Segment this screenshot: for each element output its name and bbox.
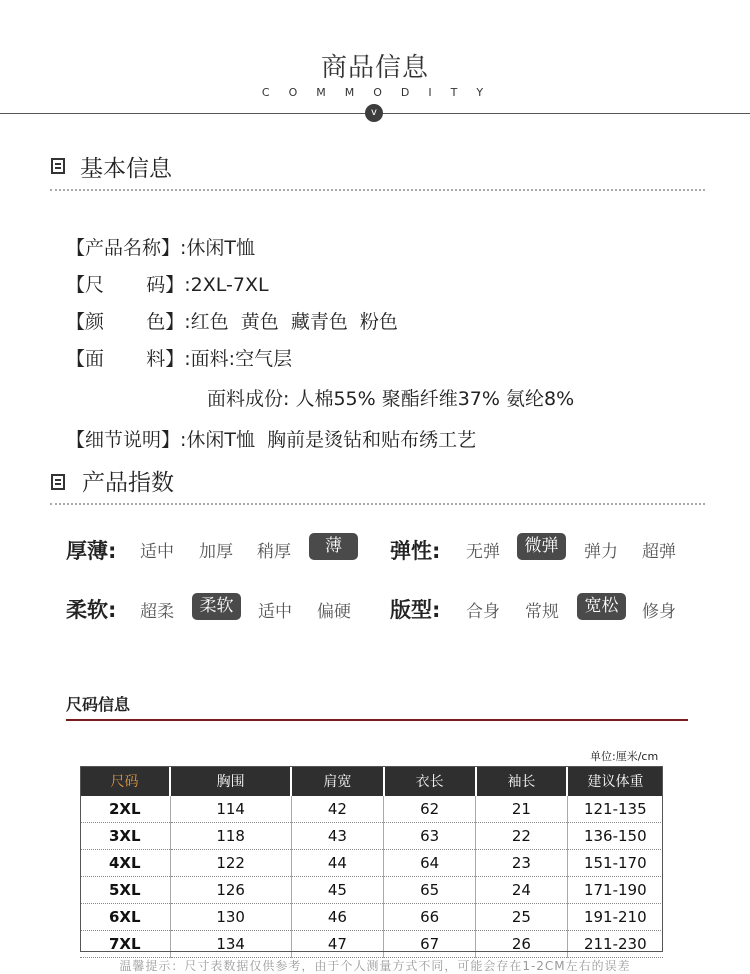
info-value: 面料成份: 人棉55% 聚酯纤维37% 氨纶8% [207,388,575,410]
table-cell: 64 [384,850,476,877]
info-row-details [66,425,476,452]
elasticity-option: 超弹 [642,542,676,562]
fit-option-selected: 宽松 [577,593,626,620]
table-row [80,931,663,958]
table-cell: 24 [476,877,567,904]
table-cell: 3XL [80,823,170,850]
info-label: 【尺 码】 [66,274,185,296]
table-cell: 63 [384,823,476,850]
info-label: 【产品名称】 [66,237,181,259]
table-cell: 191-210 [567,904,663,931]
info-value: :休闲T恤 [180,237,256,259]
table-cell: 25 [476,904,567,931]
unit-label: 单位:厘米/cm [590,750,659,763]
table-cell: 43 [291,823,383,850]
table-header-row [80,766,663,796]
info-label: 【颜 色】 [66,311,185,333]
softness-option: 偏硬 [317,602,351,622]
table-cell: 21 [476,796,567,823]
softness-option: 超柔 [140,602,174,622]
column-header: 尺码 [80,766,170,796]
fit-option: 常规 [525,602,559,622]
fit-option: 合身 [466,602,500,622]
table-cell: 122 [170,850,291,877]
table-row [80,877,663,904]
table-cell: 136-150 [567,823,663,850]
info-value: :休闲T恤 胸前是烫钻和贴布绣工艺 [180,429,477,451]
table-cell: 211-230 [567,931,663,958]
table-cell: 44 [291,850,383,877]
fit-label: 版型: [390,598,441,622]
table-row [80,823,663,850]
column-header: 衣长 [384,766,476,796]
size-info-underline [66,719,688,721]
thickness-option-selected: 薄 [309,533,358,560]
thickness-option: 加厚 [199,542,233,562]
table-cell: 126 [170,877,291,904]
info-value: :红色 黄色 藏青色 粉色 [184,311,398,333]
table-cell: 26 [476,931,567,958]
table-cell: 66 [384,904,476,931]
table-cell: 45 [291,877,383,904]
elasticity-option: 无弹 [466,542,500,562]
info-row-composition [207,384,574,411]
table-cell: 171-190 [567,877,663,904]
softness-label: 柔软: [66,598,117,622]
softness-option: 适中 [258,602,292,622]
size-info-title: 尺码信息 [66,695,131,714]
table-cell: 46 [291,904,383,931]
table-cell: 67 [384,931,476,958]
info-row-fabric [66,344,292,371]
dotted-divider [50,189,705,191]
table-cell: 151-170 [567,850,663,877]
table-cell: 4XL [80,850,170,877]
info-value: :面料:空气层 [184,348,293,370]
softness-option-selected: 柔软 [192,593,241,620]
table-cell: 121-135 [567,796,663,823]
elasticity-label: 弹性: [390,539,441,563]
column-header: 袖长 [476,766,567,796]
table-row [80,904,663,931]
info-label: 【细节说明】 [66,429,181,451]
table-cell: 65 [384,877,476,904]
table-cell: 62 [384,796,476,823]
table-cell: 114 [170,796,291,823]
chevron-down-icon: v [365,104,383,122]
thickness-label: 厚薄: [66,539,117,563]
page-subtitle: COMMODITY [261,86,503,99]
table-cell: 118 [170,823,291,850]
table-cell: 47 [291,931,383,958]
info-row-name [66,233,255,260]
size-table [80,766,663,958]
table-cell: 22 [476,823,567,850]
info-value: :2XL-7XL [184,274,269,296]
dotted-divider [50,503,705,505]
page-title: 商品信息 [320,53,429,83]
product-index-title: 产品指数 [82,470,174,496]
table-cell: 130 [170,904,291,931]
table-row [80,796,663,823]
column-header: 建议体重 [567,766,663,796]
table-cell: 134 [170,931,291,958]
elasticity-option: 弹力 [584,542,618,562]
size-note: 温馨提示：尺寸表数据仅供参考，由于个人测量方式不同，可能会存在1-2CM左右的误差 [119,959,631,973]
info-row-size [66,270,269,297]
table-row [80,850,663,877]
column-header: 胸围 [170,766,291,796]
table-cell: 2XL [80,796,170,823]
elasticity-option-selected: 微弹 [517,533,566,560]
info-label: 【面 料】 [66,348,185,370]
document-icon [51,474,65,490]
thickness-option: 适中 [140,542,174,562]
thickness-option: 稍厚 [257,542,291,562]
column-header: 肩宽 [291,766,383,796]
info-row-color [66,307,398,334]
table-cell: 42 [291,796,383,823]
table-cell: 7XL [80,931,170,958]
basic-info-title: 基本信息 [80,156,172,182]
table-cell: 5XL [80,877,170,904]
table-cell: 6XL [80,904,170,931]
document-icon [51,158,65,174]
fit-option: 修身 [642,602,676,622]
table-cell: 23 [476,850,567,877]
